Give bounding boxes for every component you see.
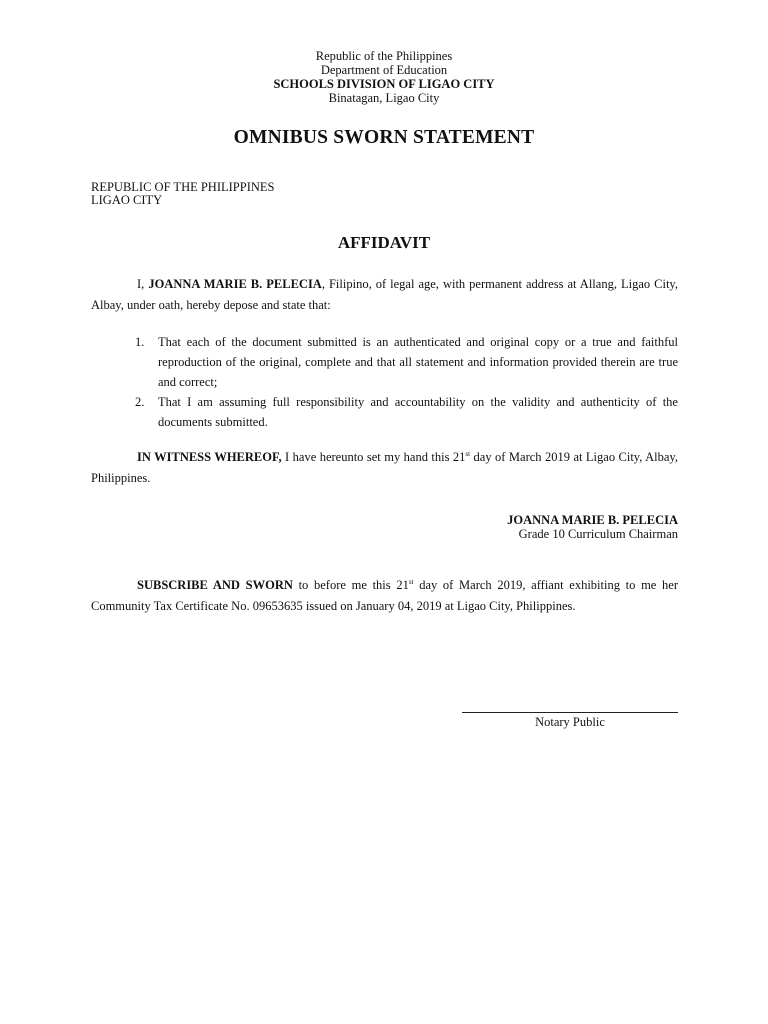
letterhead-republic: Republic of the Philippines bbox=[315, 49, 453, 63]
list-item-number: 2. bbox=[135, 395, 145, 409]
notary-label: Notary Public bbox=[535, 715, 605, 729]
letterhead-department: Department of Education bbox=[320, 63, 448, 77]
jurat-text-before: to before me this 21 bbox=[292, 578, 409, 592]
jurat-lead: SUBSCRIBE AND SWORN bbox=[137, 578, 293, 592]
signature-block bbox=[507, 513, 678, 541]
letterhead bbox=[0, 49, 768, 105]
list-item-text: That each of the document submitted is an authenticated and original copy or a true and faithful reproduction of the original, complete and that all statement and information provided therein are true and correct; bbox=[158, 335, 678, 389]
affiant-name: JOANNA MARIE B. PELECIA bbox=[148, 277, 322, 291]
letterhead-address: Binatagan, Ligao City bbox=[328, 91, 440, 105]
venue-country: REPUBLIC OF THE PHILIPPINES bbox=[91, 180, 275, 194]
list-item-text: That I am assuming full responsibility and accountability on the validity and authenticity of the documents submitted. bbox=[158, 395, 678, 429]
notary-signature-line bbox=[462, 700, 678, 713]
list-item bbox=[135, 332, 678, 392]
venue-block bbox=[91, 181, 274, 207]
intro-prefix: I, bbox=[137, 277, 149, 291]
list-item bbox=[135, 392, 678, 432]
intro-text: , Filipino, of legal age, with permanent address at Allang, Ligao City, Albay, under oath, hereby depose and state that: bbox=[91, 277, 678, 312]
affidavit-heading: AFFIDAVIT bbox=[337, 233, 431, 252]
list-item-number: 1. bbox=[135, 335, 145, 349]
witness-paragraph bbox=[91, 447, 678, 489]
document-title: OMNIBUS SWORN STATEMENT bbox=[233, 127, 535, 148]
jurat-text-after: day of March 2019, affiant exhibiting to me her Community Tax Certificate No. 09653635 issued on January 04, 2019 at Ligao City, Philippines. bbox=[91, 578, 678, 613]
letterhead-division: SCHOOLS DIVISION OF LIGAO CITY bbox=[273, 77, 495, 91]
signer-name: JOANNA MARIE B. PELECIA bbox=[507, 513, 678, 527]
venue-city: LIGAO CITY bbox=[91, 193, 163, 207]
intro-paragraph bbox=[91, 274, 678, 316]
jurat-paragraph bbox=[91, 575, 678, 617]
jurat-ordinal: st bbox=[408, 577, 414, 586]
signer-position: Grade 10 Curriculum Chairman bbox=[518, 527, 678, 541]
witness-text-before: I have hereunto set my hand this 21 bbox=[281, 450, 466, 464]
witness-lead: IN WITNESS WHEREOF, bbox=[137, 450, 282, 464]
witness-text-after: day of March 2019 at Ligao City, Albay, Philippines. bbox=[91, 450, 678, 485]
statement-list bbox=[135, 332, 678, 432]
notary-block bbox=[462, 700, 678, 729]
witness-ordinal: st bbox=[465, 449, 471, 458]
